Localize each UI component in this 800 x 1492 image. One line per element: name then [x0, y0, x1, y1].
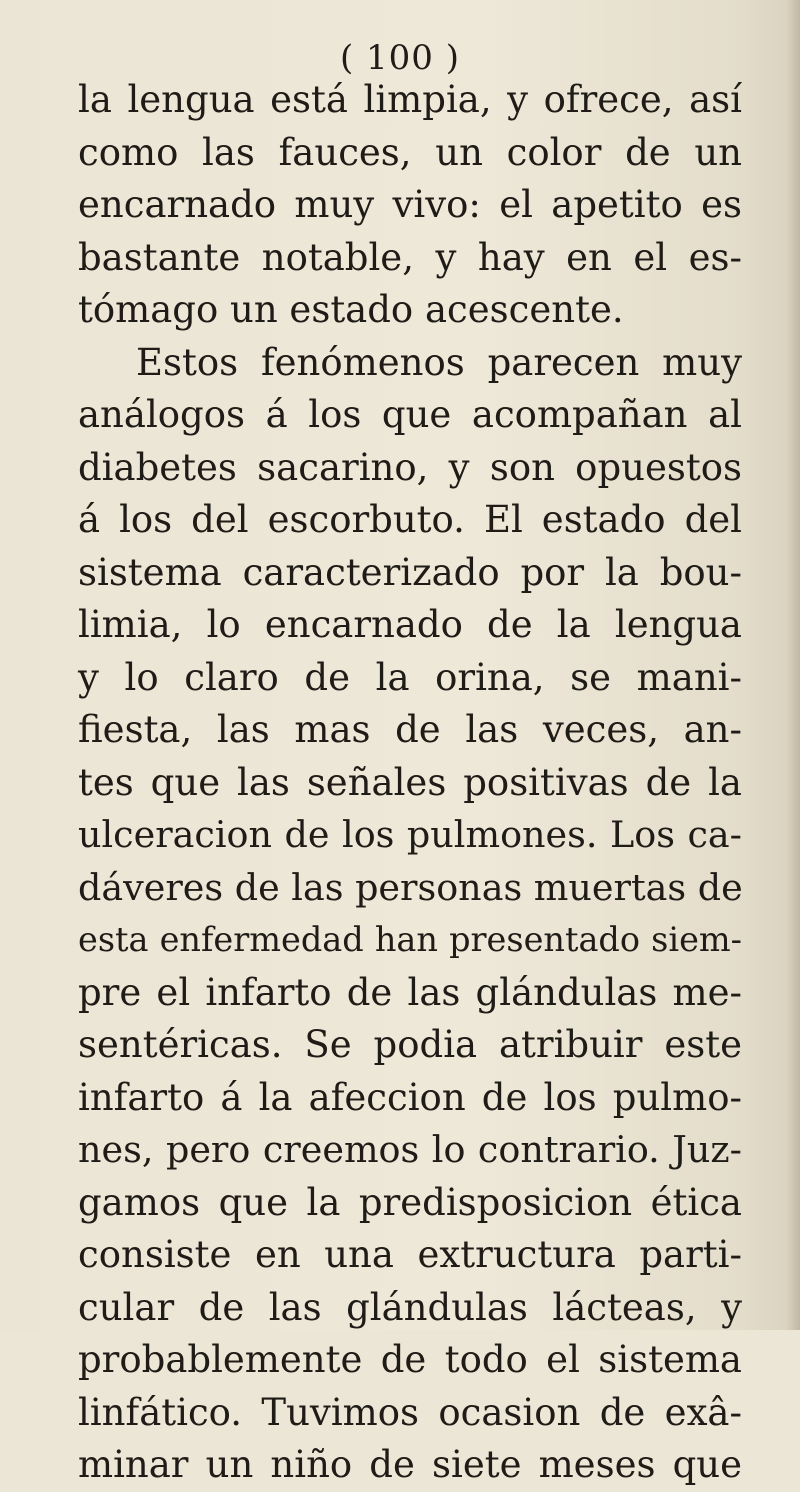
text-line: cular de las glándulas lácteas, y [78, 1285, 742, 1329]
text-line: sentéricas. Se podia atribuir este [78, 1023, 742, 1066]
text-line: dáveres de las personas muertas de [78, 865, 743, 909]
text-line: y lo claro de la orina, se mani- [78, 655, 742, 699]
text-line: linfático. Tuvimos ocasion de exâ- [78, 1390, 742, 1434]
text-line: como las fauces, un color de un [78, 130, 742, 174]
text-line: encarnado muy vivo: el apetito es [78, 183, 742, 226]
text-line: infarto á la afeccion de los pulmo- [78, 1075, 742, 1119]
text-line: sistema caracterizado por la bou- [78, 550, 742, 594]
page-number: ( 100 ) [339, 38, 461, 78]
text-line: la lengua está limpia, y ofrece, así [78, 78, 742, 121]
text-line: consiste en una extructura parti- [78, 1233, 742, 1276]
text-line: tómago un estado acescente. [78, 288, 624, 331]
page-edge-shadow [786, 0, 800, 1330]
text-line: nes, pero creemos lo contrario. Juz- [78, 1128, 742, 1171]
text-line: pre el infarto de las glándulas me- [78, 970, 742, 1014]
page-body-text [78, 74, 742, 1492]
text-line: á los del escorbuto. El estado del [78, 498, 742, 541]
text-line: minar un niño de siete meses que [78, 1443, 742, 1486]
text-line: análogos á los que acompañan al [78, 393, 742, 436]
text-line: gamos que la predisposicion ética [78, 1180, 742, 1224]
text-line: limia, lo encarnado de la lengua [78, 603, 742, 646]
text-line: ulceracion de los pulmones. Los ca- [78, 813, 742, 856]
text-line: fiesta, las mas de las veces, an- [78, 708, 742, 751]
text-line: diabetes sacarino, y son opuestos [78, 445, 742, 489]
text-line: tes que las señales positivas de la [78, 760, 742, 804]
text-line: bastante notable, y hay en el es- [78, 235, 742, 279]
text-line: Estos fenómenos parecen muy [136, 340, 742, 384]
text-line: probablemente de todo el sistema [78, 1338, 742, 1381]
text-line: esta enfermedad han presentado siem- [78, 920, 742, 959]
